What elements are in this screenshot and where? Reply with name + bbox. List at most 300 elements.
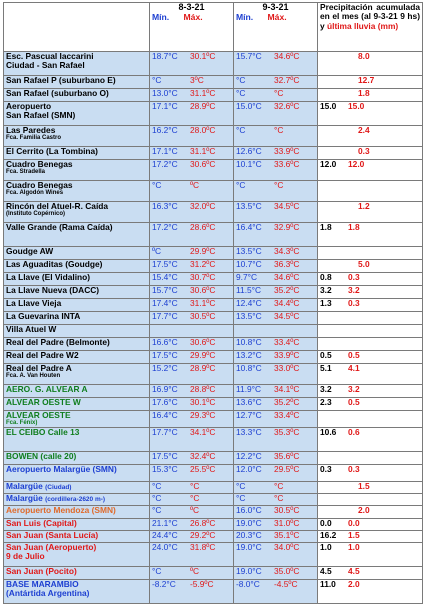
- station-row: [4, 147, 423, 160]
- day1-temps: [150, 385, 234, 398]
- precip-cell: [318, 247, 423, 260]
- min-temp-day2: -8.0°C: [236, 579, 260, 589]
- station-name: BOWEN (calle 20): [6, 451, 77, 461]
- station-row: [4, 338, 423, 351]
- min-temp-day2: 15.7°C: [236, 51, 262, 61]
- max-temp-day2: 34.6ºC: [274, 51, 300, 61]
- day1-temps: [150, 351, 234, 364]
- min-temp-day1: 17.5°C: [152, 259, 178, 269]
- day2-temps: [234, 160, 318, 181]
- min-temp-day2: 19.0°C: [236, 518, 262, 528]
- min-temp-day1: 17.7°C: [152, 427, 178, 437]
- day1-temps: [150, 126, 234, 147]
- station-row: [4, 411, 423, 428]
- min-temp-day1: -8.2°C: [152, 579, 176, 589]
- min-temp-day1: 16.3°C: [152, 201, 178, 211]
- day1-temps: [150, 465, 234, 482]
- precip-accum: 5.1: [320, 363, 332, 373]
- max-temp-day1: 29.9ºC: [190, 350, 216, 360]
- min-temp-day2: 12.2°C: [236, 451, 262, 461]
- day2-temps: [234, 465, 318, 482]
- min-temp-day2: °C: [236, 75, 246, 85]
- day2-temps: [234, 223, 318, 247]
- day2-temps: [234, 482, 318, 494]
- station-cell: [4, 385, 150, 398]
- min-temp-day1: 16.4°C: [152, 410, 178, 420]
- precip-cell: [318, 531, 423, 543]
- day2-temps: [234, 89, 318, 102]
- station-row: [4, 398, 423, 411]
- day1-temps: [150, 312, 234, 325]
- station-cell: [4, 247, 150, 260]
- max-temp-day1: 31.8ºC: [190, 542, 216, 552]
- precip-cell: [318, 325, 423, 338]
- min-temp-day1: 15.7°C: [152, 285, 178, 295]
- station-name-note: (Ciudad): [45, 484, 72, 491]
- precip-cell: [318, 385, 423, 398]
- max-temp-day2: 33.9ºC: [274, 146, 300, 156]
- min-temp-day1: 17.5°C: [152, 451, 178, 461]
- day1-temps: [150, 202, 234, 223]
- station-name: La Llave Vieja: [6, 298, 62, 308]
- min-temp-day1: 17.2°C: [152, 222, 178, 232]
- min-temp-day1: 24.0°C: [152, 542, 178, 552]
- precip-last: 1.8: [348, 222, 360, 232]
- max-temp-day1: °C: [190, 493, 200, 503]
- min-temp-day2: 11.5°C: [236, 285, 262, 295]
- precip-cell: [318, 543, 423, 567]
- station-name: San Juan (Santa Lucía): [6, 530, 99, 540]
- day2-temps: [234, 519, 318, 531]
- station-cell: [4, 398, 150, 411]
- day2-temps: [234, 181, 318, 202]
- day2-temps: [234, 398, 318, 411]
- station-name: Valle Grande (Rama Caída): [6, 222, 113, 232]
- day1-temps: [150, 273, 234, 286]
- station-cell: [4, 531, 150, 543]
- precip-last: 0.5: [348, 350, 360, 360]
- min-temp-day1: °C: [152, 75, 162, 85]
- precip-cell: [318, 76, 423, 89]
- station-cell: [4, 260, 150, 273]
- day1-temps: [150, 89, 234, 102]
- precip-accum: 0.3: [320, 464, 332, 474]
- precip-cell: [318, 506, 423, 519]
- day1-temps: [150, 428, 234, 452]
- station-cell: [4, 312, 150, 325]
- precip-cell: [318, 89, 423, 102]
- station-subtitle: Fca. Fénix): [6, 420, 38, 427]
- day1-temps: [150, 147, 234, 160]
- day1-temps: [150, 506, 234, 519]
- day1-temps: [150, 494, 234, 506]
- day2-temps: [234, 126, 318, 147]
- precip-last: 1.2: [358, 201, 370, 211]
- max-temp-day1: 32.0ºC: [190, 201, 216, 211]
- precip-cell: [318, 202, 423, 223]
- station-cell: [4, 147, 150, 160]
- day2-temps: [234, 428, 318, 452]
- station-row: [4, 385, 423, 398]
- precip-cell: [318, 494, 423, 506]
- station-name: Aeropuerto Mendoza (SMN): [6, 505, 116, 515]
- station-row: [4, 181, 423, 202]
- station-row: [4, 202, 423, 223]
- min-temp-day1: 17.6°C: [152, 397, 178, 407]
- station-name: EL CEIBO Calle 13: [6, 427, 80, 437]
- max-temp-day1: 30.1ºC: [190, 51, 216, 61]
- station-row: [4, 76, 423, 89]
- max-temp-day1: 25.5ºC: [190, 464, 216, 474]
- station-name: Rincón del Atuel-R. Caída: [6, 201, 109, 211]
- precip-cell: [318, 364, 423, 385]
- min-temp-day1: 17.5°C: [152, 350, 178, 360]
- station-cell: [4, 482, 150, 494]
- min-temp-day1: °C: [152, 505, 162, 515]
- station-row: [4, 52, 423, 76]
- precip-cell: [318, 312, 423, 325]
- station-name: Real del Padre (Belmonte): [6, 337, 110, 347]
- precip-cell: [318, 411, 423, 428]
- min-temp-day2: 13.5°C: [236, 311, 262, 321]
- day1-temps: [150, 52, 234, 76]
- precip-accum: 3.2: [320, 384, 332, 394]
- min-temp-day2: 10.7°C: [236, 259, 262, 269]
- max-temp-day1: 29.9ºC: [190, 246, 216, 256]
- min-temp-day2: 10.1°C: [236, 159, 262, 169]
- precip-header: [318, 3, 423, 52]
- min-temp-day1: 15.2°C: [152, 363, 178, 373]
- day1-temps: [150, 543, 234, 567]
- day1-temps: [150, 76, 234, 89]
- max-temp-day2: 33.0ºC: [274, 363, 300, 373]
- precip-accum: 3.2: [320, 285, 332, 295]
- day1-temps: [150, 247, 234, 260]
- max-temp-day2: -4.5ºC: [274, 579, 298, 589]
- station-row: [4, 247, 423, 260]
- station-name-note: (cordillera-2620 m-): [45, 496, 106, 503]
- station-cell: [4, 299, 150, 312]
- precip-last: 0.5: [348, 397, 360, 407]
- station-name: Las Paredes: [6, 125, 56, 135]
- max-temp-day2: 35.6ºC: [274, 451, 300, 461]
- max-temp-day2: 32.9ºC: [274, 222, 300, 232]
- max-temp-day2: °C: [274, 125, 284, 135]
- station-name: BASE MARAMBIO: [6, 579, 79, 589]
- max-temp-day2: 29.5ºC: [274, 464, 300, 474]
- station-name-line2: San Rafael (SMN): [6, 110, 76, 121]
- max-temp-day1: 3ºC: [190, 75, 204, 85]
- station-name: San Rafael P (suburbano E): [6, 75, 116, 85]
- precip-last: 1.8: [358, 88, 370, 98]
- min-temp-day2: °C: [236, 481, 246, 491]
- min-temp-day2: 13.2°C: [236, 350, 262, 360]
- max-temp-day2: 35.2ºC: [274, 285, 300, 295]
- max-temp-day1: 30.6ºC: [190, 285, 216, 295]
- precip-cell: [318, 299, 423, 312]
- station-cell: [4, 411, 150, 428]
- max-temp-day2: 30.5ºC: [274, 505, 300, 515]
- day2-temps: [234, 273, 318, 286]
- station-cell: [4, 223, 150, 247]
- min-temp-day2: 13.3°C: [236, 427, 262, 437]
- station-name: Aeropuerto Malargüe (SMN): [6, 464, 117, 474]
- max-temp-day1: °C: [190, 481, 200, 491]
- station-subtitle: Fca. A. Van Houten: [6, 373, 61, 380]
- station-cell: [4, 428, 150, 452]
- station-name: La Llave (El Vidalino): [6, 272, 91, 282]
- precip-last: 1.5: [348, 530, 360, 540]
- station-cell: [4, 286, 150, 299]
- station-row: [4, 567, 423, 580]
- min-temp-day2: 15.0°C: [236, 101, 262, 111]
- day1-temps: [150, 398, 234, 411]
- max-temp-day1: 31.1ºC: [190, 146, 216, 156]
- max-temp-day2: 33.4ºC: [274, 337, 300, 347]
- station-subtitle: Fca. Algodón Wines: [6, 190, 64, 197]
- station-row: [4, 160, 423, 181]
- precip-accum: 2.3: [320, 397, 332, 407]
- precip-cell: [318, 338, 423, 351]
- station-cell: [4, 89, 150, 102]
- station-name: El Cerrito (La Tombina): [6, 146, 98, 156]
- day2-temps: [234, 76, 318, 89]
- max-temp-day2: 31.0ºC: [274, 518, 300, 528]
- station-cell: [4, 102, 150, 126]
- station-subtitle: Fca. Stradella: [6, 169, 46, 176]
- precip-last: 0.3: [348, 464, 360, 474]
- max-temp-day2: °C: [274, 88, 284, 98]
- max-temp-day1: 30.6ºC: [190, 159, 216, 169]
- min-temp-day2: 9.7°C: [236, 272, 258, 282]
- station-cell: [4, 181, 150, 202]
- min-temp-day2: 11.9°C: [236, 384, 262, 394]
- precip-accum: 4.5: [320, 566, 332, 576]
- precip-cell: [318, 223, 423, 247]
- max-temp-day2: °C: [274, 180, 284, 190]
- min-temp-day1: 21.1°C: [152, 518, 178, 528]
- day2-temps: [234, 260, 318, 273]
- day2-temps: [234, 338, 318, 351]
- precip-last: 0.6: [348, 427, 360, 437]
- min-temp-day1: °C: [152, 566, 162, 576]
- min-temp-day2: 19.0°C: [236, 542, 262, 552]
- station-cell: [4, 325, 150, 338]
- day1-temps: [150, 223, 234, 247]
- max-temp-day2: 35.3ºC: [274, 427, 300, 437]
- precip-cell: [318, 181, 423, 202]
- station-subtitle: Fca. Familia Castro: [6, 135, 62, 142]
- max-temp-day2: °C: [274, 481, 284, 491]
- min-temp-day1: 16.9°C: [152, 384, 178, 394]
- station-name: Malargüe: [6, 493, 43, 503]
- min-temp-day1: 15.4°C: [152, 272, 178, 282]
- day1-temps: [150, 519, 234, 531]
- max-temp-day1: 31.1ºC: [190, 88, 216, 98]
- station-name: ALVEAR OESTE: [6, 410, 71, 420]
- station-row: [4, 543, 423, 567]
- max-temp-day1: 30.6ºC: [190, 337, 216, 347]
- precip-last: 3.2: [348, 384, 360, 394]
- day2-temps: [234, 385, 318, 398]
- station-name: San Juan (Aeropuerto): [6, 542, 97, 552]
- day2-temps: [234, 531, 318, 543]
- precip-last: 8.0: [358, 51, 370, 61]
- station-row: [4, 89, 423, 102]
- precip-accum: 1.0: [320, 542, 332, 552]
- station-cell: [4, 364, 150, 385]
- precip-last: 12.0: [348, 159, 365, 169]
- station-row: [4, 273, 423, 286]
- station-name: Aeropuerto: [6, 101, 52, 111]
- min-temp-day2: 19.0°C: [236, 566, 262, 576]
- max-temp-day1: -5.9ºC: [190, 579, 214, 589]
- max-label-2: Máx.: [267, 11, 287, 22]
- max-temp-day1: 30.1ºC: [190, 397, 216, 407]
- min-temp-day2: 12.0°C: [236, 464, 262, 474]
- day1-temps: [150, 181, 234, 202]
- station-row: [4, 299, 423, 312]
- precip-accum: 10.6: [320, 427, 337, 437]
- precip-accum: 1.3: [320, 298, 332, 308]
- station-name: Goudge AW: [6, 246, 54, 256]
- max-temp-day1: 26.8ºC: [190, 518, 216, 528]
- day1-temps: [150, 411, 234, 428]
- precip-last: 0.0: [348, 518, 360, 528]
- station-cell: [4, 567, 150, 580]
- station-name: Esc. Pascual Iaccarini: [6, 51, 94, 61]
- min-temp-day2: °C: [236, 493, 246, 503]
- min-temp-day2: 10.8°C: [236, 363, 262, 373]
- max-temp-day1: 28.6ºC: [190, 222, 216, 232]
- precip-last: 0.3: [358, 146, 370, 156]
- min-temp-day2: 13.6°C: [236, 397, 262, 407]
- station-cell: [4, 465, 150, 482]
- station-cell: [4, 543, 150, 567]
- header-blank-cell: [4, 3, 150, 52]
- precip-cell: [318, 147, 423, 160]
- max-temp-day1: 28.0ºC: [190, 125, 216, 135]
- station-name: Cuadro Benegas: [6, 180, 73, 190]
- station-row: [4, 126, 423, 147]
- max-temp-day2: 36.3ºC: [274, 259, 300, 269]
- max-temp-day1: 28.9ºC: [190, 101, 216, 111]
- max-temp-day2: 34.0ºC: [274, 542, 300, 552]
- max-temp-day1: 32.4ºC: [190, 451, 216, 461]
- min-temp-day1: 24.4°C: [152, 530, 178, 540]
- max-temp-day1: 29.3ºC: [190, 410, 216, 420]
- station-row: [4, 506, 423, 519]
- min-temp-day2: 16.0°C: [236, 505, 262, 515]
- max-temp-day2: 33.6ºC: [274, 159, 300, 169]
- max-temp-day2: 34.6ºC: [274, 272, 300, 282]
- precip-last: 12.7: [358, 75, 375, 85]
- day1-temps: [150, 160, 234, 181]
- station-name: ALVEAR OESTE W: [6, 397, 81, 407]
- header-day2: [234, 3, 318, 52]
- min-temp-day2: °C: [236, 180, 246, 190]
- station-cell: [4, 76, 150, 89]
- precip-cell: [318, 260, 423, 273]
- max-temp-day2: 34.4ºC: [274, 298, 300, 308]
- precip-accum: 0.5: [320, 350, 332, 360]
- station-name: San Juan (Pocito): [6, 566, 77, 576]
- day1-temps: [150, 482, 234, 494]
- min-temp-day1: °C: [152, 481, 162, 491]
- station-row: [4, 482, 423, 494]
- station-row: [4, 452, 423, 465]
- day1-temps: [150, 567, 234, 580]
- station-row: [4, 531, 423, 543]
- max-temp-day2: 35.0ºC: [274, 566, 300, 576]
- station-cell: [4, 52, 150, 76]
- precip-accum: 15.0: [320, 101, 337, 111]
- precip-accum: 0.8: [320, 272, 332, 282]
- max-temp-day2: 33.9ºC: [274, 350, 300, 360]
- min-temp-day2: 12.7°C: [236, 410, 262, 420]
- weather-table: [3, 2, 423, 604]
- station-name-line2: Ciudad - San Rafael: [6, 60, 85, 71]
- precip-last: 0.3: [348, 298, 360, 308]
- station-cell: [4, 273, 150, 286]
- station-name-line2: (Antártida Argentina): [6, 588, 90, 599]
- min-temp-day2: 16.4°C: [236, 222, 262, 232]
- day2-temps: [234, 312, 318, 325]
- max-temp-day1: 29.2ºC: [190, 530, 216, 540]
- precip-accum: 16.2: [320, 530, 337, 540]
- precip-last: 0.3: [348, 272, 360, 282]
- max-temp-day1: ºC: [190, 566, 200, 576]
- min-temp-day2: °C: [236, 88, 246, 98]
- day2-temps: [234, 52, 318, 76]
- min-temp-day1: 13.0°C: [152, 88, 178, 98]
- station-name: Las Aguaditas (Goudge): [6, 259, 103, 269]
- day2-temps: [234, 299, 318, 312]
- day1-temps: [150, 102, 234, 126]
- station-cell: [4, 160, 150, 181]
- min-temp-day1: 15.3°C: [152, 464, 178, 474]
- station-name: Real del Padre A: [6, 363, 72, 373]
- min-temp-day1: 17.4°C: [152, 298, 178, 308]
- precip-last: 15.0: [348, 101, 365, 111]
- precip-last: 4.5: [348, 566, 360, 576]
- max-temp-day2: 32.6ºC: [274, 101, 300, 111]
- precip-last: 4.1: [348, 363, 360, 373]
- precip-cell: [318, 398, 423, 411]
- station-name: AERO. G. ALVEAR A: [6, 384, 88, 394]
- station-row: [4, 465, 423, 482]
- precip-cell: [318, 52, 423, 76]
- station-row: [4, 102, 423, 126]
- station-row: [4, 428, 423, 452]
- max-temp-day1: 28.9ºC: [190, 363, 216, 373]
- station-name: San Luis (Capital): [6, 518, 77, 528]
- max-temp-day2: 34.5ºC: [274, 311, 300, 321]
- day1-temps: [150, 364, 234, 385]
- min-temp-day1: 17.2°C: [152, 159, 178, 169]
- precip-cell: [318, 102, 423, 126]
- station-subtitle: (Instituto Copérnico): [6, 211, 65, 218]
- precip-last: 2.0: [358, 505, 370, 515]
- station-name: La Llave Nueva (DACC): [6, 285, 100, 295]
- precip-cell: [318, 452, 423, 465]
- min-temp-day1: 16.2°C: [152, 125, 178, 135]
- max-temp-day1: 31.1ºC: [190, 298, 216, 308]
- precip-cell: [318, 286, 423, 299]
- min-temp-day2: 13.5°C: [236, 201, 262, 211]
- station-name: Malargüe: [6, 481, 43, 491]
- min-temp-day2: 12.6°C: [236, 146, 262, 156]
